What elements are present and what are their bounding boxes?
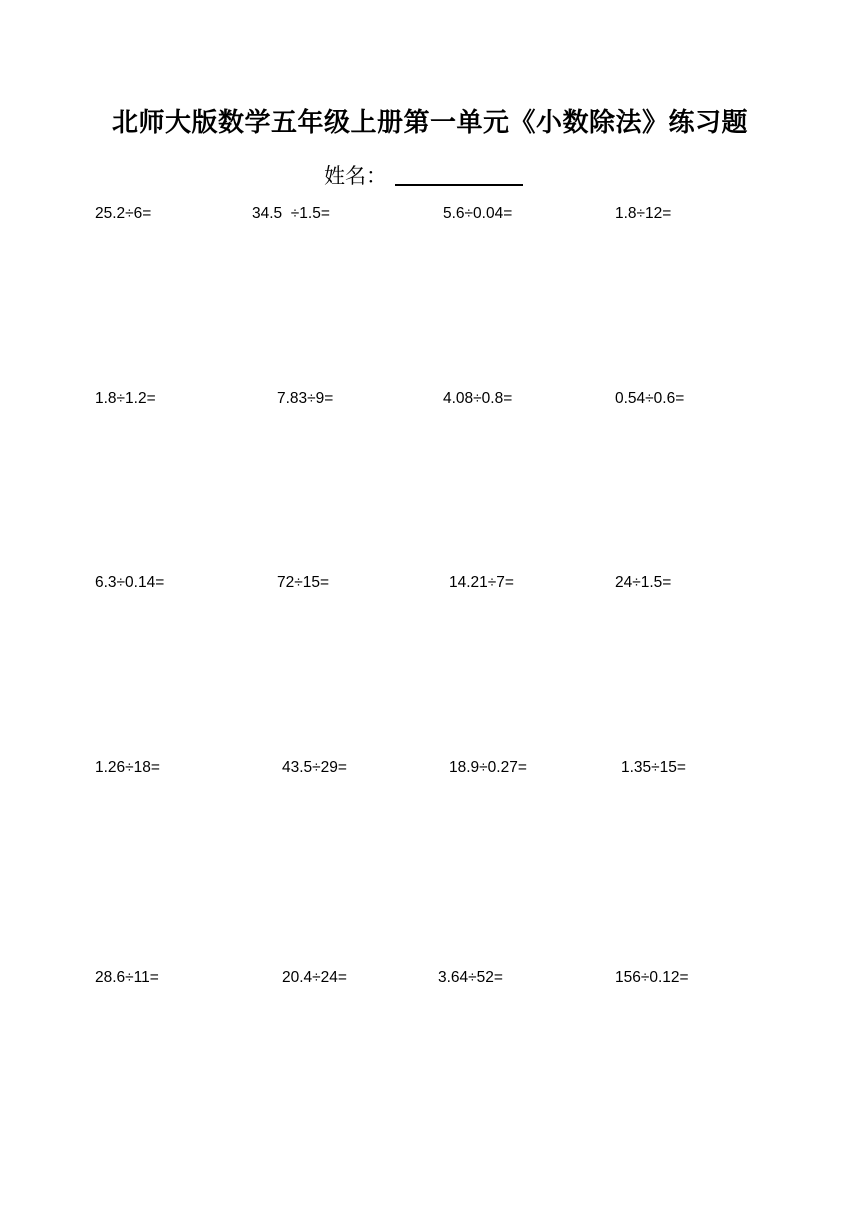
student-name-blank[interactable] xyxy=(395,184,523,186)
division-problem-r2-c2: 7.83÷9= xyxy=(277,390,334,407)
division-problem-r5-c3: 3.64÷52= xyxy=(438,969,503,986)
division-problem-r4-c4: 1.35÷15= xyxy=(621,759,686,776)
division-problem-r4-c1: 1.26÷18= xyxy=(95,759,160,776)
division-problem-r2-c1: 1.8÷1.2= xyxy=(95,390,156,407)
division-problem-r2-c3: 4.08÷0.8= xyxy=(443,390,513,407)
page-title: 北师大版数学五年级上册第一单元《小数除法》练习题 xyxy=(111,108,748,138)
division-problem-r3-c4: 24÷1.5= xyxy=(615,574,672,591)
division-problem-r2-c4: 0.54÷0.6= xyxy=(615,390,685,407)
division-problem-r1-c2: 34.5 ÷1.5= xyxy=(252,205,330,222)
division-problem-r3-c1: 6.3÷0.14= xyxy=(95,574,165,591)
division-problem-r4-c2: 43.5÷29= xyxy=(282,759,347,776)
division-problem-r5-c2: 20.4÷24= xyxy=(282,969,347,986)
division-problem-r4-c3: 18.9÷0.27= xyxy=(449,759,527,776)
student-name-label: 姓名： xyxy=(324,164,387,188)
division-problem-r3-c3: 14.21÷7= xyxy=(449,574,514,591)
division-problem-r1-c3: 5.6÷0.04= xyxy=(443,205,513,222)
division-problem-r1-c4: 1.8÷12= xyxy=(615,205,672,222)
division-problem-r3-c2: 72÷15= xyxy=(277,574,330,591)
division-problem-r1-c1: 25.2÷6= xyxy=(95,205,152,222)
division-problem-r5-c1: 28.6÷11= xyxy=(95,969,159,986)
division-problem-r5-c4: 156÷0.12= xyxy=(615,969,689,986)
